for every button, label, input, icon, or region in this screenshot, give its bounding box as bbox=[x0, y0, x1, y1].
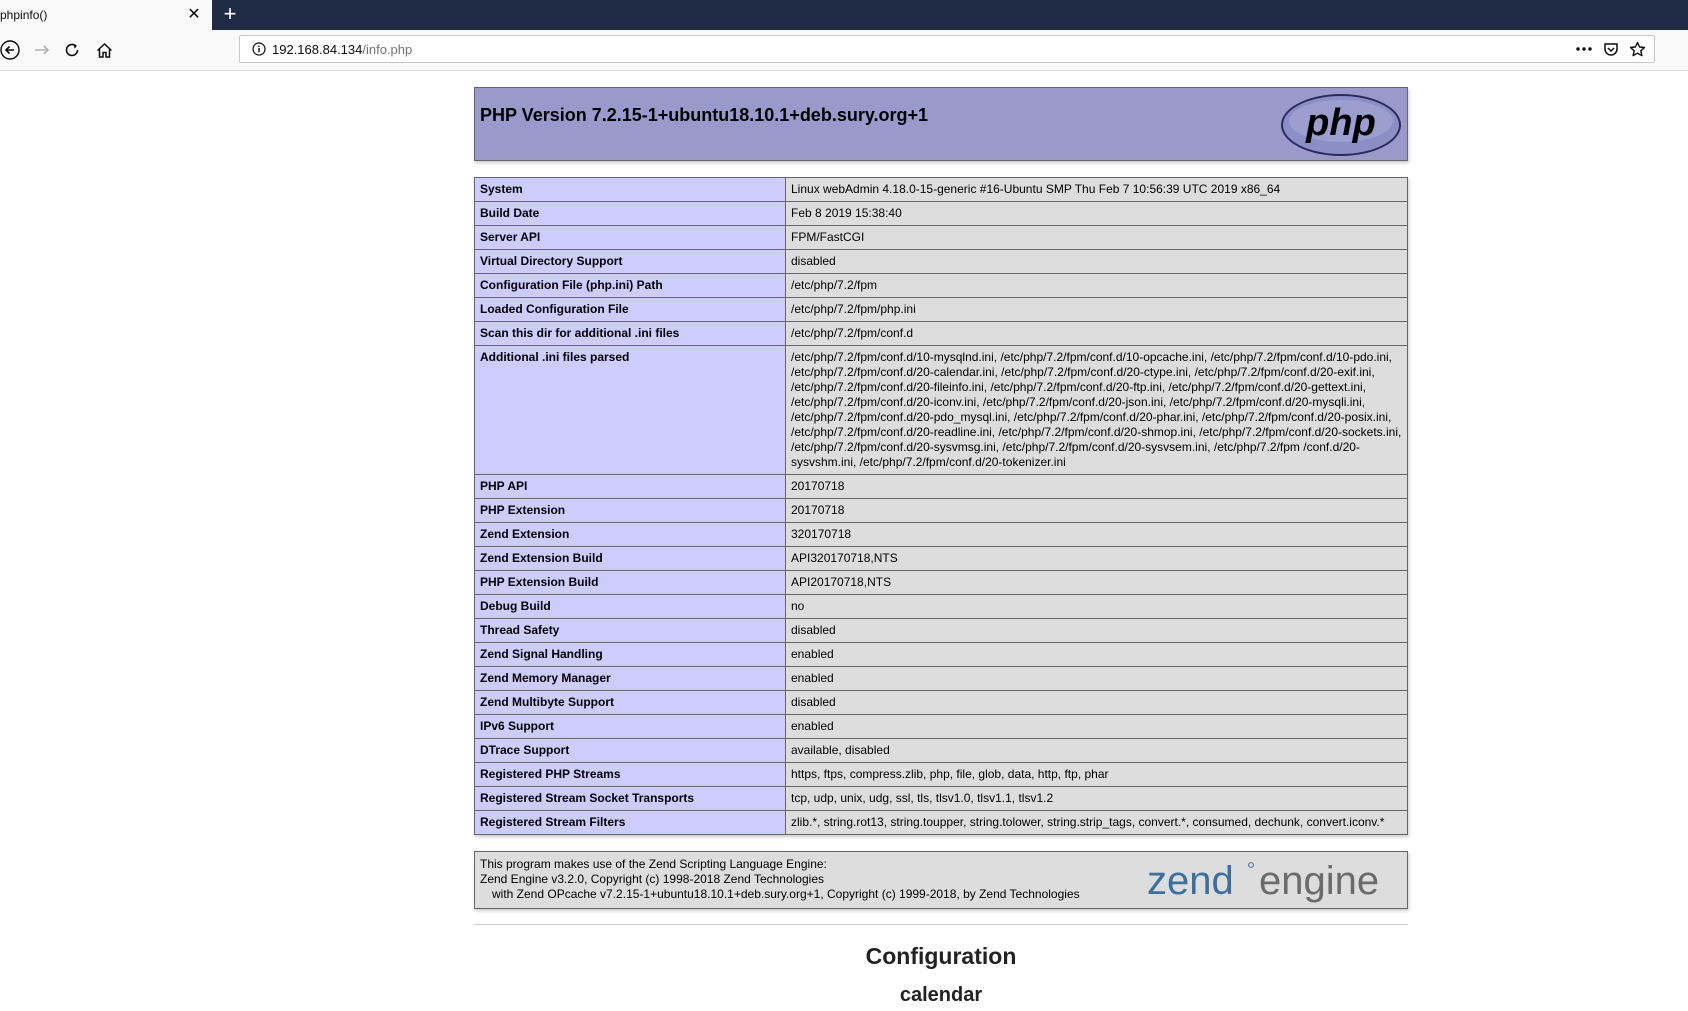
row-value: disabled bbox=[786, 250, 1408, 274]
info-icon[interactable] bbox=[246, 42, 272, 56]
reload-button[interactable] bbox=[60, 38, 84, 62]
row-value: API20170718,NTS bbox=[786, 571, 1408, 595]
row-key: Zend Extension bbox=[475, 523, 786, 547]
table-row bbox=[475, 202, 1408, 226]
table-row bbox=[475, 619, 1408, 643]
row-value: enabled bbox=[786, 643, 1408, 667]
page-actions-menu-icon[interactable] bbox=[1575, 46, 1593, 52]
bookmark-star-icon[interactable] bbox=[1629, 41, 1646, 58]
zend-engine-box bbox=[474, 851, 1408, 909]
row-value: /etc/php/7.2/fpm bbox=[786, 274, 1408, 298]
php-logo-text: php bbox=[1306, 102, 1376, 144]
home-icon bbox=[96, 42, 113, 59]
row-key: PHP API bbox=[475, 475, 786, 499]
table-row bbox=[475, 523, 1408, 547]
row-key: Debug Build bbox=[475, 595, 786, 619]
table-row bbox=[475, 571, 1408, 595]
row-key: Registered PHP Streams bbox=[475, 763, 786, 787]
row-key: Additional .ini files parsed bbox=[475, 346, 786, 475]
table-row bbox=[475, 178, 1408, 202]
forward-arrow-icon bbox=[33, 41, 51, 59]
row-key: Configuration File (php.ini) Path bbox=[475, 274, 786, 298]
zend-line-3: with Zend OPcache v7.2.15-1+ubuntu18.10.1+deb.sury.org+1, Copyright (c) 1999-2018, by Zend Technologies bbox=[492, 887, 1080, 901]
row-value: /etc/php/7.2/fpm/conf.d bbox=[786, 322, 1408, 346]
row-value: zlib.*, string.rot13, string.toupper, string.tolower, string.strip_tags, convert.*, consumed, dechunk, convert.iconv.* bbox=[786, 811, 1408, 835]
row-key: Thread Safety bbox=[475, 619, 786, 643]
row-value: disabled bbox=[786, 691, 1408, 715]
back-arrow-icon bbox=[0, 40, 20, 60]
row-key: Scan this dir for additional .ini files bbox=[475, 322, 786, 346]
url-host: 192.168.84.134 bbox=[272, 41, 363, 57]
table-row bbox=[475, 298, 1408, 322]
table-row bbox=[475, 250, 1408, 274]
close-tab-icon[interactable]: ✕ bbox=[187, 6, 201, 23]
tab-phpinfo[interactable] bbox=[0, 0, 212, 30]
reload-icon bbox=[64, 42, 80, 58]
pocket-icon[interactable] bbox=[1603, 41, 1619, 57]
row-value: 20170718 bbox=[786, 475, 1408, 499]
table-row bbox=[475, 595, 1408, 619]
table-row bbox=[475, 643, 1408, 667]
table-row bbox=[475, 547, 1408, 571]
zend-line-1: This program makes use of the Zend Scripting Language Engine: bbox=[480, 857, 827, 871]
navigation-bar bbox=[0, 30, 1688, 71]
module-heading-calendar: calendar bbox=[899, 984, 983, 1006]
row-value: FPM/FastCGI bbox=[786, 226, 1408, 250]
row-key: PHP Extension Build bbox=[475, 571, 786, 595]
table-row bbox=[475, 787, 1408, 811]
row-value: enabled bbox=[786, 715, 1408, 739]
table-row bbox=[475, 739, 1408, 763]
row-key: Registered Stream Socket Transports bbox=[475, 787, 786, 811]
php-info-table bbox=[474, 177, 1408, 835]
table-row bbox=[475, 763, 1408, 787]
zend-logo-word1: zend bbox=[1147, 859, 1234, 903]
row-value: disabled bbox=[786, 619, 1408, 643]
row-value: 320170718 bbox=[786, 523, 1408, 547]
zend-engine-logo-icon bbox=[1147, 856, 1401, 904]
row-key: PHP Extension bbox=[475, 499, 786, 523]
new-tab-button[interactable]: + bbox=[223, 1, 237, 26]
row-value: https, ftps, compress.zlib, php, file, glob, data, http, ftp, phar bbox=[786, 763, 1408, 787]
table-row bbox=[475, 322, 1408, 346]
table-row bbox=[475, 811, 1408, 835]
row-key: Registered Stream Filters bbox=[475, 811, 786, 835]
home-button[interactable] bbox=[92, 38, 116, 62]
url-path: /info.php bbox=[362, 41, 413, 57]
table-row bbox=[475, 499, 1408, 523]
row-value: enabled bbox=[786, 667, 1408, 691]
row-key: DTrace Support bbox=[475, 739, 786, 763]
php-version-header bbox=[474, 87, 1408, 161]
section-divider bbox=[474, 924, 1408, 925]
row-value: Linux webAdmin 4.18.0-15-generic #16-Ubuntu SMP Thu Feb 7 10:56:39 UTC 2019 x86_64 bbox=[786, 178, 1408, 202]
configuration-heading: Configuration bbox=[865, 943, 1017, 969]
row-key: Zend Signal Handling bbox=[475, 643, 786, 667]
zend-line-2: Zend Engine v3.2.0, Copyright (c) 1998-2018 Zend Technologies bbox=[480, 872, 824, 886]
row-value: /etc/php/7.2/fpm/conf.d/10-mysqlnd.ini, /etc/php/7.2/fpm/conf.d/10-opcache.ini, /etc/php/7.2/fpm/conf.d/10-pdo.ini, /etc/php/7.2/fpm/conf.d/20-calendar.ini, /etc/php/7.2/fpm/conf.d/20-ctype.ini, /etc/php/7.2/fpm/conf.d/20-exif.ini, /etc/php/7.2/fpm/conf.d/20-fileinfo.ini, /etc/php/7.2/fpm/conf.d/20-ftp.ini, /etc/php/7.2/fpm/conf.d/20-gettext.ini, /etc/php/7.2/fpm/conf.d/20-iconv.ini, /etc/php/7.2/fpm/conf.d/20-json.ini, /etc/php/7.2/fpm/conf.d/20-mysqli.ini, /etc/php/7.2/fpm/conf.d/20-pdo_mysql.ini, /etc/php/7.2/fpm/conf.d/20-phar.ini, /etc/php/7.2/fpm/conf.d/20-posix.ini, /etc/php/7.2/fpm/conf.d/20-readline.ini, /etc/php/7.2/fpm/conf.d/20-shmop.ini, /etc/php/7.2/fpm/conf.d/20-sockets.ini, /etc/php/7.2/fpm/conf.d/20-sysvmsg.ini, /etc/php/7.2/fpm/conf.d/20-sysvsem.ini, /etc/php/7.2/fpm /conf.d/20-sysvshm.ini, /etc/php/7.2/fpm/conf.d/20-tokenizer.ini bbox=[786, 346, 1408, 475]
zend-logo-word2: engine bbox=[1259, 859, 1380, 903]
row-key: Zend Multibyte Support bbox=[475, 691, 786, 715]
row-value: available, disabled bbox=[786, 739, 1408, 763]
row-key: IPv6 Support bbox=[475, 715, 786, 739]
table-row bbox=[475, 715, 1408, 739]
row-value: tcp, udp, unix, udg, ssl, tls, tlsv1.0, tlsv1.1, tlsv1.2 bbox=[786, 787, 1408, 811]
row-key: Build Date bbox=[475, 202, 786, 226]
row-value: API320170718,NTS bbox=[786, 547, 1408, 571]
tab-title: phpinfo() bbox=[0, 8, 48, 22]
forward-button[interactable] bbox=[30, 38, 54, 62]
phpinfo-content bbox=[474, 87, 1408, 1007]
row-key: Zend Extension Build bbox=[475, 547, 786, 571]
row-key: Loaded Configuration File bbox=[475, 298, 786, 322]
address-bar[interactable] bbox=[239, 35, 1655, 63]
table-row bbox=[475, 274, 1408, 298]
row-value: 20170718 bbox=[786, 499, 1408, 523]
php-logo-icon bbox=[1280, 93, 1402, 157]
table-row bbox=[475, 667, 1408, 691]
row-key: System bbox=[475, 178, 786, 202]
tab-bar bbox=[0, 0, 1688, 30]
row-value: no bbox=[786, 595, 1408, 619]
row-value: Feb 8 2019 15:38:40 bbox=[786, 202, 1408, 226]
row-key: Zend Memory Manager bbox=[475, 667, 786, 691]
table-row bbox=[475, 226, 1408, 250]
php-version-title: PHP Version 7.2.15-1+ubuntu18.10.1+deb.sury.org+1 bbox=[480, 105, 929, 125]
url-text[interactable] bbox=[272, 42, 1575, 57]
table-row bbox=[475, 346, 1408, 475]
row-value: /etc/php/7.2/fpm/php.ini bbox=[786, 298, 1408, 322]
row-key: Virtual Directory Support bbox=[475, 250, 786, 274]
table-row bbox=[475, 691, 1408, 715]
table-row bbox=[475, 475, 1408, 499]
back-button[interactable] bbox=[0, 38, 22, 62]
row-key: Server API bbox=[475, 226, 786, 250]
